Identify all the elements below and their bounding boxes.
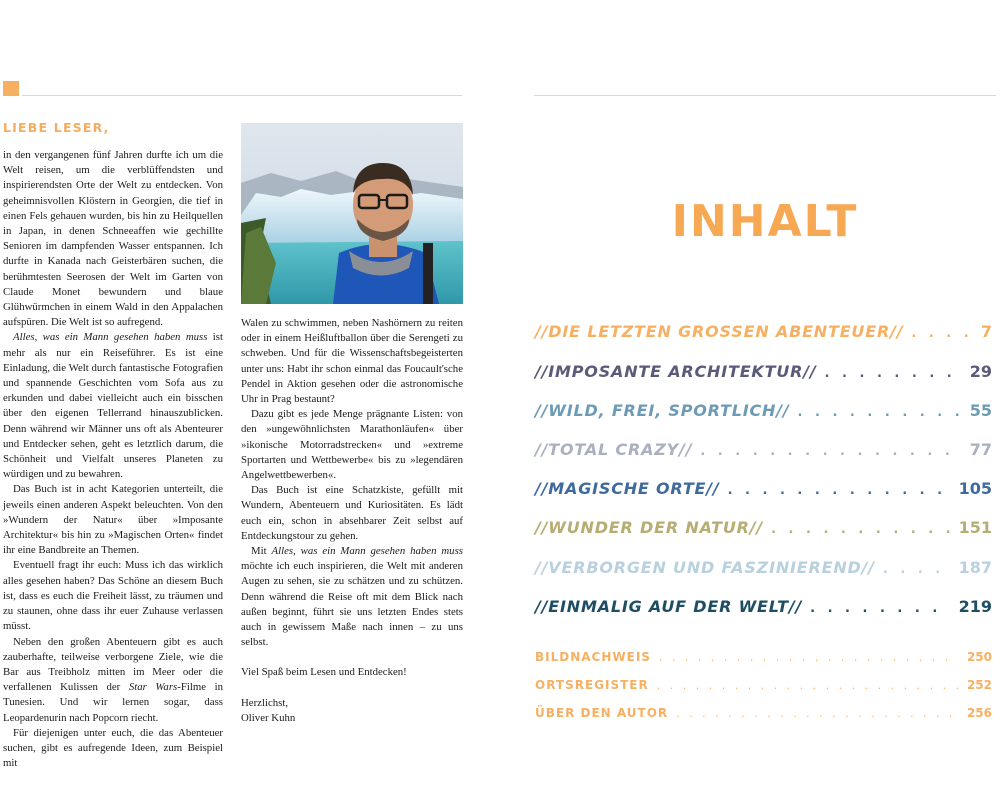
paragraph [3, 635, 223, 726]
text-column-right [241, 316, 463, 726]
toc-entry[interactable] [535, 362, 992, 388]
closing-line: Viel Spaß beim Lesen und Entdecken! [241, 666, 407, 679]
toc-leader-dots [798, 405, 962, 420]
appendix-entry-label: ÜBER DEN AUTOR [535, 706, 669, 720]
toc-entry-page: 29 [969, 362, 992, 381]
paragraph: Das Buch ist eine Schatzkiste, gefüllt mit Wundern, Abenteuern und Kuriositäten. Es lädt euch ein, schon in absehbarer Zeit selbst auf Entdeckungstour zu gehen. [241, 484, 463, 542]
toc-entry[interactable] [535, 558, 992, 584]
text-column-left [3, 148, 223, 771]
top-rule [534, 95, 996, 96]
toc-entry-page: 151 [958, 518, 992, 537]
appendix-entry[interactable] [535, 678, 992, 696]
appendix-entry[interactable] [535, 650, 992, 668]
toc-entry[interactable] [535, 401, 992, 427]
toc-leader-dots [771, 522, 951, 537]
toc-entry-page: 7 [980, 322, 992, 341]
toc-entry-page: 219 [958, 597, 992, 616]
toc-entry-label: //IMPOSANTE ARCHITEKTUR// [535, 362, 817, 381]
appendix-entry-page: 256 [966, 706, 992, 720]
paragraph-text: Neben den großen Abenteuern gibt es auch zauberhafte, teilweise verborgene Ziele, wie die Bar aus Treibholz mitten im Meer oder die verfallenen Kulissen der [3, 635, 223, 694]
toc-leader-dots [810, 601, 950, 616]
toc-entry-label: //DIE LETZTEN GROSSEN ABENTEUER// [535, 322, 904, 341]
toc-entry[interactable] [535, 440, 992, 466]
paragraph-text: ist mehr als nur ein Reiseführer. Es ist eine Einladung, die Welt durch fantastische Fotografien und spannende Geschichten vom Sofa aus zu erkunden und dabei vielleicht auch ein bisschen über den eigenen Tellerrand hinauszublicken. Denn während wir Männer uns oft als Abenteurer und Entdecker sehen, geht es letztlich darum, die Schönheit und Vielfalt unseres Planeten zu würdigen und zu bewahren. [3, 331, 223, 481]
right-page [530, 0, 1000, 800]
toc-entry-label: //MAGISCHE ORTE// [535, 479, 720, 498]
book-title: Alles, was ein Mann gesehen haben muss [271, 545, 463, 558]
paragraph [3, 330, 223, 482]
appendix-leader-dots [659, 651, 959, 664]
toc-leader-dots [728, 483, 951, 498]
appendix-entry-label: ORTSREGISTER [535, 678, 649, 692]
appendix-entry-page: 252 [966, 678, 992, 692]
top-rule [22, 95, 462, 96]
paragraph: Dazu gibt es jede Menge prägnante Listen: von den »ungewöhnlichsten Marathonläufen« über »ikonische Motorradstrecken« und »extreme Sportarten und Wettbewerbe« bis zu »legendären Angelwettbewerben«. [241, 408, 463, 482]
orange-marker [3, 81, 19, 96]
author-photo [241, 123, 463, 304]
toc-entry-label: //WILD, FREI, SPORTLICH// [535, 401, 790, 420]
author-name: Oliver Kuhn [241, 711, 296, 724]
toc-entry-page: 187 [958, 558, 992, 577]
appendix-leader-dots [657, 679, 959, 692]
toc-title: INHALT [671, 196, 859, 247]
signoff: Herzlichst, [241, 696, 289, 709]
paragraph-text: Mit [251, 545, 272, 558]
toc-entry-page: 55 [969, 401, 992, 420]
toc-entry-label: //VERBORGEN UND FASZINIEREND// [535, 558, 875, 577]
toc-entry[interactable] [535, 518, 992, 544]
toc-leader-dots [700, 444, 961, 459]
film-title: Star Wars [128, 681, 178, 694]
toc-leader-dots [883, 562, 951, 577]
toc-entry-page: 105 [958, 479, 992, 498]
paragraph: Das Buch ist in acht Kategorien unterteilt, die jeweils einen anderen Aspekt beleuchten. Von den »Wundern der Natur« über »Imposante Architektur« bis hin zu »Magischen Orten« findet ihr eine Bandbreite an Themen. [3, 483, 223, 557]
paragraph [241, 544, 463, 650]
paragraph: in den vergangenen fünf Jahren durfte ich um die Welt reisen, um die verblüffendsten und inspirierendsten Orte der Welt zu entdecken. Von geheimnisvollen Klöstern in Georgien, die tief in einen Fels gehauen wurden, bis hin zu Heilquellen in Japan, in denen Schneeaffen wie gechillte Senioren im dampfenden Wasser entspannen. Ich durfte in Kanada nach Geisterbären suchen, die berühmtesten Seerosen der Welt im Garten von Claude Monet bewundern und blaue Glühwürmchen in einem Wald in den Appalachen aufspüren. Die Welt ist so aufregend. [3, 149, 223, 329]
toc-leader-dots [825, 366, 962, 381]
toc-entry-page: 77 [969, 440, 992, 459]
left-page [0, 0, 470, 800]
paragraph-text: -Filme in Tunesien. Und wir lernen sogar, dass Leopardenurin nach Popcorn riecht. [3, 681, 223, 724]
toc-entry[interactable] [535, 479, 992, 505]
toc-entry-label: //EINMALIG AUF DER WELT// [535, 597, 803, 616]
paragraph: Für diejenigen unter euch, die das Abenteuer suchen, gibt es aufregende Ideen, zum Beispiel mit [3, 726, 223, 770]
appendix-entry-page: 250 [966, 650, 992, 664]
toc-entry[interactable] [535, 597, 992, 623]
toc-entry[interactable] [535, 322, 992, 348]
book-title: Alles, was ein Mann gesehen haben muss [13, 331, 208, 344]
toc-entry-label: //TOTAL CRAZY// [535, 440, 693, 459]
paragraph-text: möchte ich euch inspirieren, die Welt mit anderen Augen zu sehen, sie zu schätzen und zu schützen. Denn während die Reise oft mit dem Blick nach außen beginnt, führt sie uns letzten Endes stets auch in gewissem Maße nach innen – zu uns selbst. [241, 560, 463, 649]
toc-leader-dots [911, 326, 972, 341]
appendix-entry-label: BILDNACHWEIS [535, 650, 651, 664]
toc-entry-label: //WUNDER DER NATUR// [535, 518, 764, 537]
appendix-leader-dots [676, 707, 959, 720]
greeting-heading: LIEBE LESER, [3, 120, 110, 135]
paragraph: Eventuell fragt ihr euch: Muss ich das wirklich alles gesehen haben? Das Schöne an diesem Buch ist, dass es euch die Freiheit lässt, zu träumen und zu staunen, ohne dass ihr euer Zuhause verlassen müsst. [3, 559, 223, 633]
appendix-entry[interactable] [535, 706, 992, 724]
paragraph: Walen zu schwimmen, neben Nashörnern zu reiten oder in einem Heißluftballon über die Serengeti zu schweben. Und für die Wissenschaftsbegeisterten unter uns: Habt ihr schon einmal das Foucault'sche Pendel in Aktion gesehen oder die astronomische Uhr in Prag bestaunt? [241, 317, 463, 406]
